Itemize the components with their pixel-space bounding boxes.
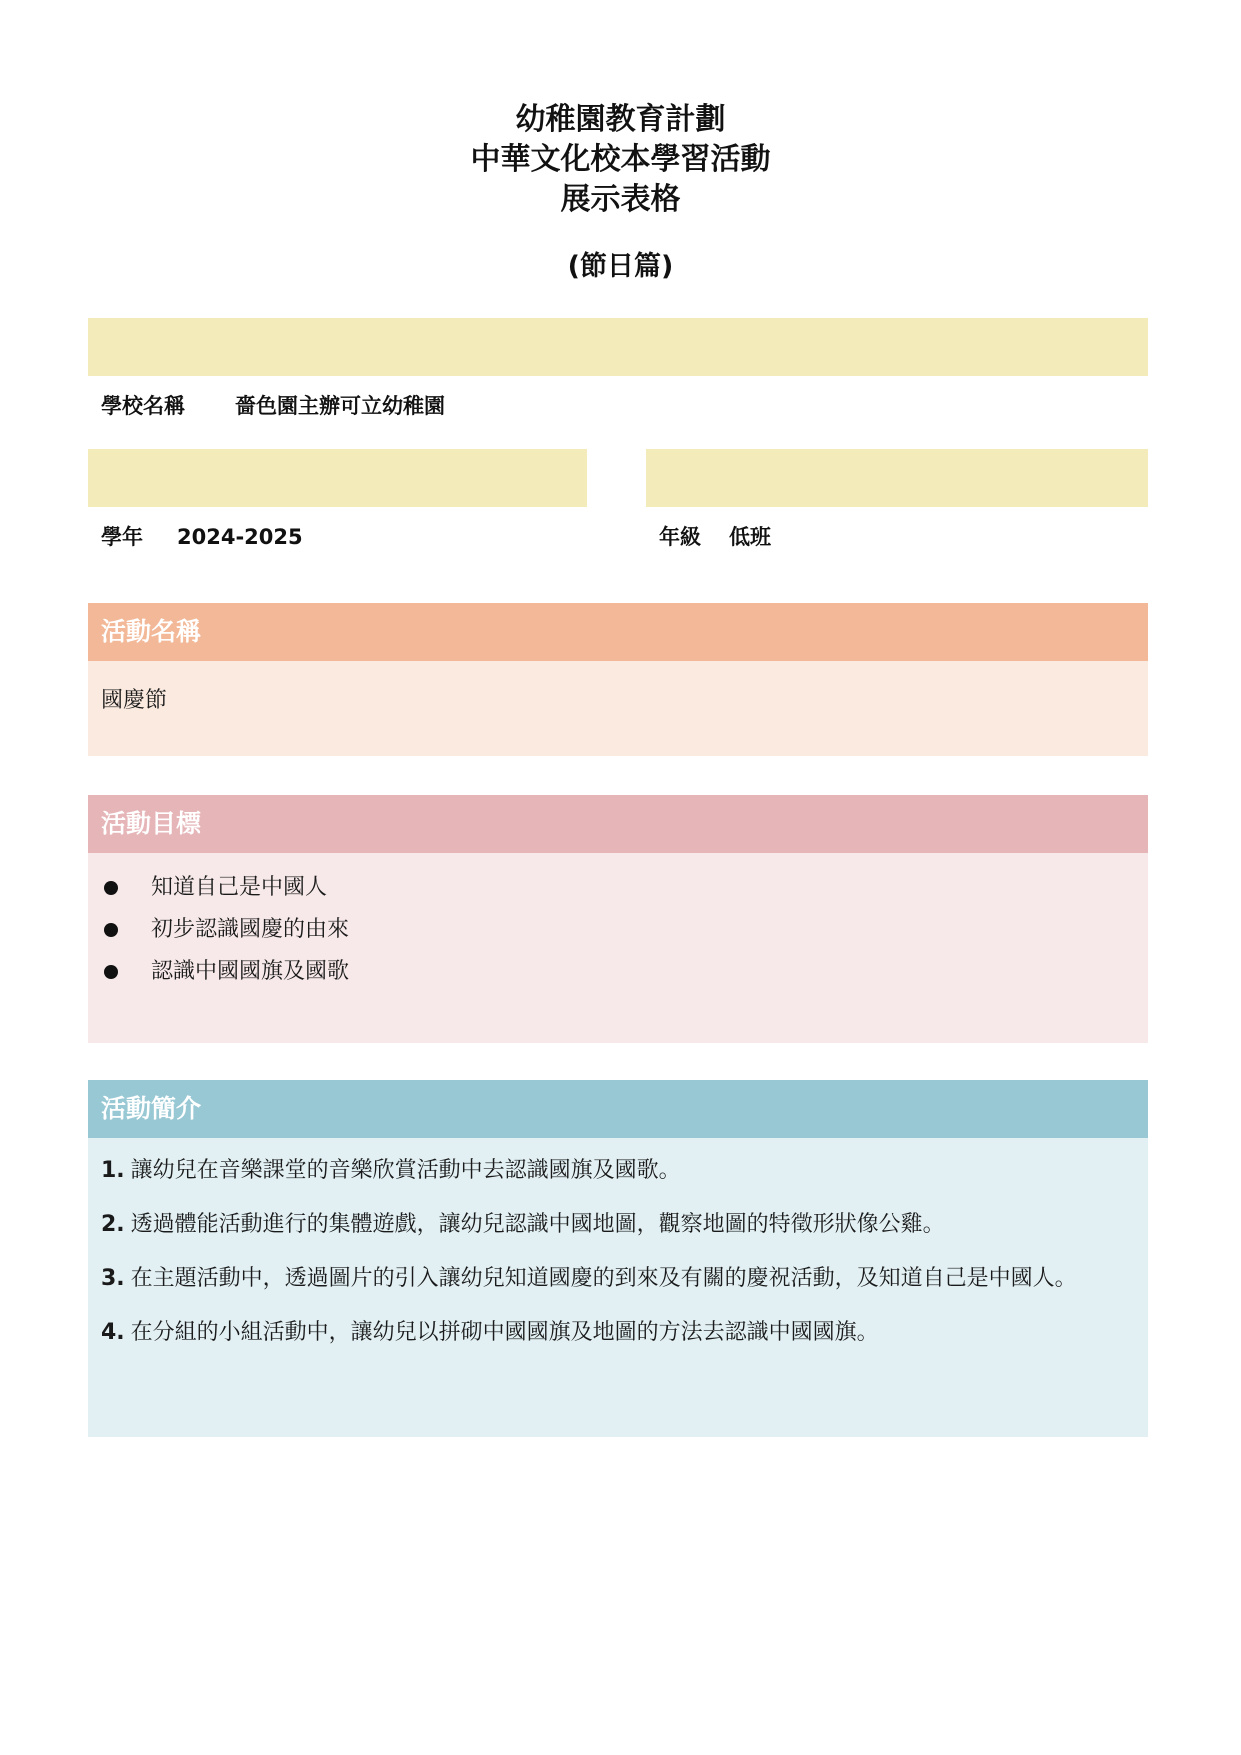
summary-heading: 活動簡介	[88, 1080, 1148, 1138]
list-item	[101, 1210, 1134, 1240]
grade-value: 低班	[729, 525, 771, 549]
title-line-1: 幼稚園教育計劃	[515, 102, 726, 137]
summary-body	[88, 1138, 1148, 1437]
bullet-icon	[104, 881, 118, 895]
list-item	[101, 1264, 1134, 1294]
title-line-3: 展示表格	[560, 182, 681, 217]
year-value: 2024-2025	[177, 525, 303, 549]
item-number: 4.	[101, 1320, 125, 1345]
activity-name-heading: 活動名稱	[88, 603, 1148, 661]
objectives-body	[88, 853, 1148, 1043]
grade-bar	[646, 449, 1148, 507]
activity-name-value: 國慶節	[101, 688, 168, 713]
objectives-list	[101, 867, 1148, 993]
list-item	[101, 951, 1148, 993]
year-bar	[88, 449, 587, 507]
objective-text: 初步認識國慶的由來	[151, 917, 350, 942]
item-number: 1.	[101, 1158, 125, 1183]
document-title	[0, 100, 1241, 220]
year-field	[101, 521, 303, 551]
school-label: 學校名稱	[101, 394, 185, 418]
bullet-icon	[104, 965, 118, 979]
item-text: 在主題活動中，透過圖片的引入讓幼兒知道國慶的到來及有關的慶祝活動，及知道自己是中國人。	[130, 1266, 1077, 1291]
objective-text: 認識中國國旗及國歌	[151, 959, 350, 984]
item-text: 讓幼兒在音樂課堂的音樂欣賞活動中去認識國旗及國歌。	[130, 1158, 681, 1183]
list-item	[101, 1156, 1134, 1186]
grade-label: 年級	[659, 525, 701, 549]
grade-field	[659, 521, 771, 551]
objectives-section	[88, 795, 1148, 1043]
document-subtitle: (節日篇)	[567, 251, 674, 282]
item-text: 透過體能活動進行的集體遊戲，讓幼兒認識中國地圖，觀察地圖的特徵形狀像公雞。	[130, 1212, 945, 1237]
list-item	[101, 1318, 1134, 1348]
title-line-2: 中華文化校本學習活動	[470, 142, 771, 177]
list-item	[101, 909, 1148, 951]
item-number: 3.	[101, 1266, 125, 1291]
school-value: 嗇色園主辦可立幼稚園	[235, 394, 445, 418]
item-text: 在分組的小組活動中，讓幼兒以拼砌中國國旗及地圖的方法去認識中國國旗。	[130, 1320, 879, 1345]
activity-name-body	[88, 661, 1148, 756]
summary-list	[101, 1156, 1134, 1348]
item-number: 2.	[101, 1212, 125, 1237]
list-item	[101, 867, 1148, 909]
objectives-heading: 活動目標	[88, 795, 1148, 853]
year-label: 學年	[101, 525, 143, 549]
school-bar	[88, 318, 1148, 376]
school-field	[101, 390, 445, 420]
activity-name-section	[88, 603, 1148, 756]
objective-text: 知道自己是中國人	[151, 875, 328, 900]
bullet-icon	[104, 923, 118, 937]
summary-section	[88, 1080, 1148, 1437]
